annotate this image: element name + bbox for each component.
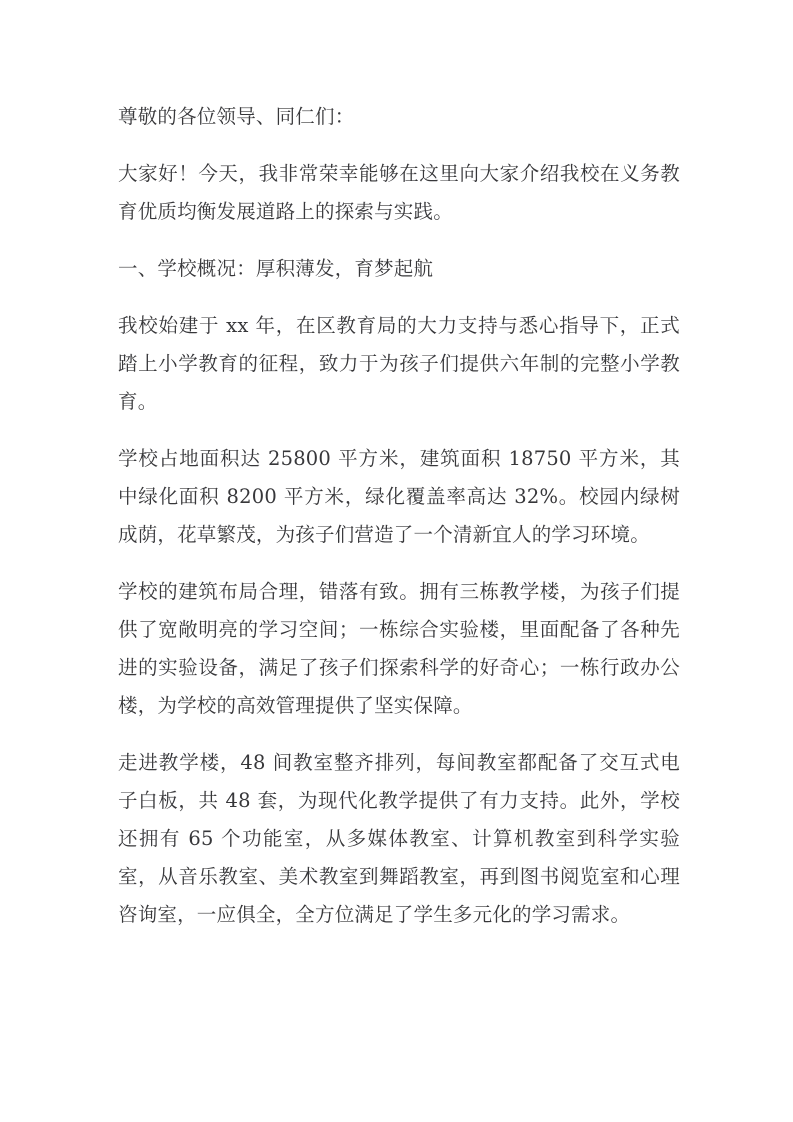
paragraph-campus-area: 学校占地面积达 25800 平方米，建筑面积 18750 平方米，其中绿化面积 8200 平方米，绿化覆盖率高达 32%。校园内绿树成荫，花草繁茂，为孩子们营造了一个清新宜人的学习环境。 [118, 447, 680, 546]
paragraph-classrooms: 走进教学楼，48 间教室整齐排列，每间教室都配备了交互式电子白板，共 48 套，为现代化教学提供了有力支持。此外，学校还拥有 65 个功能室，从多媒体教室、计算机教室到科学实验室，从音乐教室、美术教室到舞蹈教室，再到图书阅览室和心理咨询室，一应俱全，全方位满足了学生多元化的学习需求。 [118, 751, 680, 926]
paragraph-salutation: 尊敬的各位领导、同仁们： [118, 105, 355, 128]
paragraph-greeting: 大家好！今天，我非常荣幸能够在这里向大家介绍我校在义务教育优质均衡发展道路上的探索与实践。 [118, 162, 680, 223]
document-body [118, 98, 680, 934]
paragraph-section-heading-1: 一、学校概况：厚积薄发，育梦起航 [118, 257, 434, 280]
paragraph-founding: 我校始建于 xx 年，在区教育局的大力支持与悉心指导下，正式踏上小学教育的征程，致力于为孩子们提供六年制的完整小学教育。 [118, 314, 680, 413]
paragraph-buildings: 学校的建筑布局合理，错落有致。拥有三栋教学楼，为孩子们提供了宽敞明亮的学习空间；一栋综合实验楼，里面配备了各种先进的实验设备，满足了孩子们探索科学的好奇心；一栋行政办公楼，为学校的高效管理提供了坚实保障。 [118, 580, 680, 717]
